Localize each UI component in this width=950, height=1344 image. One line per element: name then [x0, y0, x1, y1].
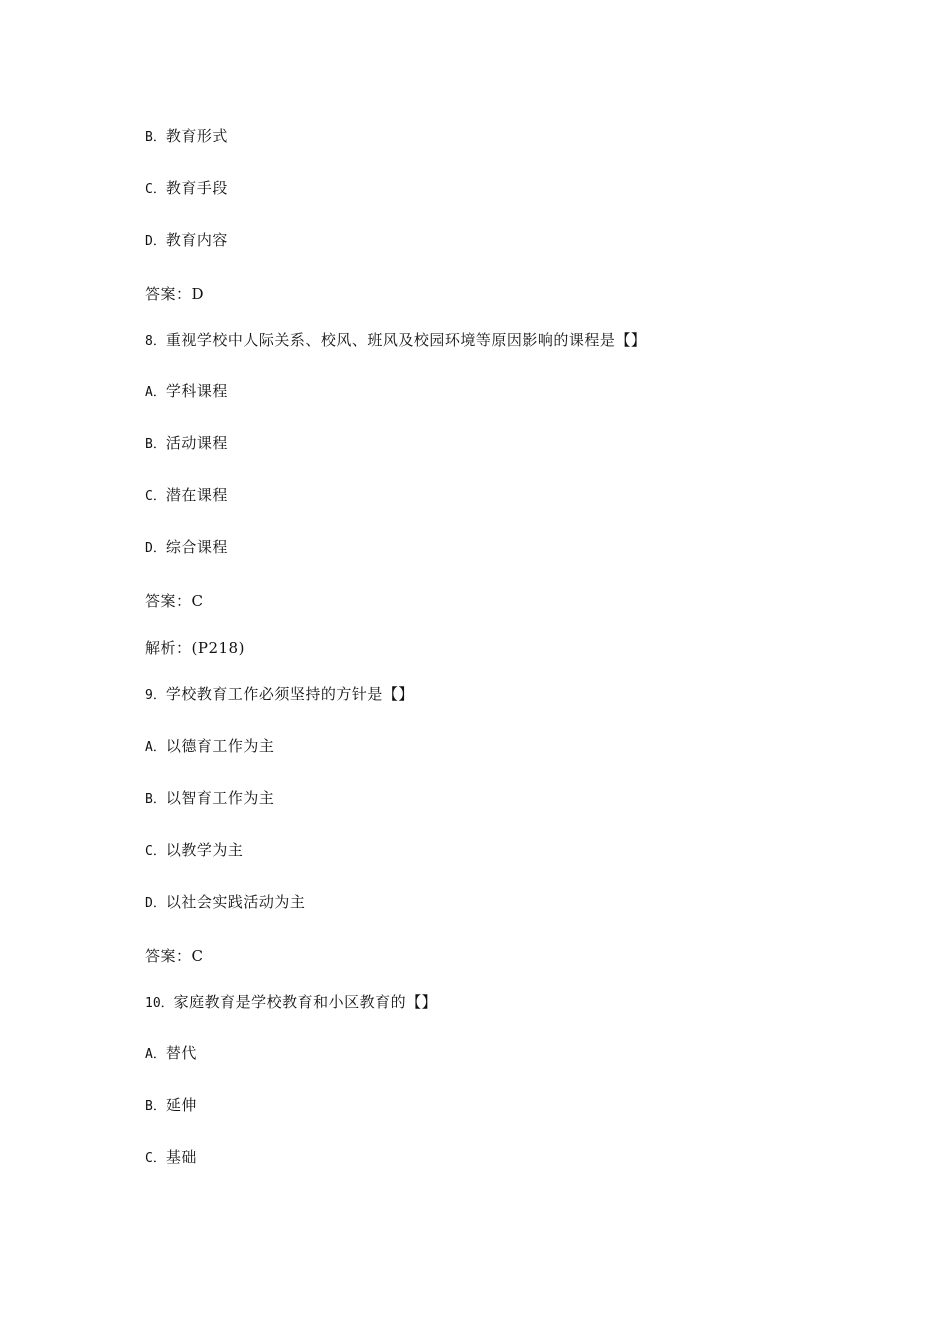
option-line [145, 433, 228, 455]
explanation-line [145, 638, 245, 660]
question-number: 9． [145, 688, 166, 703]
question-text: 重视学校中人际关系、校风、班风及校园环境等原因影响的课程是【】 [165, 331, 647, 349]
option-line [145, 537, 228, 559]
option-line [145, 381, 228, 403]
option-label: D． [145, 541, 166, 556]
question-number: 8． [145, 334, 166, 349]
answer-text: 答案：C [145, 592, 204, 610]
answer-text: 答案：C [145, 947, 204, 965]
explanation-text: 解析：(P218) [145, 639, 245, 657]
option-text: 潜在课程 [165, 486, 228, 504]
option-text: 教育手段 [165, 179, 228, 197]
option-line [145, 1043, 197, 1065]
option-label: B． [145, 1099, 166, 1114]
option-line [145, 1095, 197, 1117]
option-label: B． [145, 792, 166, 807]
answer-line [145, 946, 203, 968]
option-line [145, 840, 243, 862]
answer-line [145, 284, 204, 306]
option-text: 以社会实践活动为主 [165, 893, 306, 911]
option-text: 综合课程 [165, 538, 228, 556]
option-label: A． [145, 1047, 166, 1062]
option-line [145, 126, 228, 148]
question-text: 家庭教育是学校教育和小区教育的【】 [173, 993, 438, 1011]
option-text: 学科课程 [165, 382, 228, 400]
question-line [145, 684, 414, 706]
option-line [145, 736, 274, 758]
option-line [145, 892, 305, 914]
option-label: B． [145, 437, 166, 452]
option-label: C． [145, 182, 166, 197]
option-text: 基础 [165, 1148, 197, 1166]
option-line [145, 230, 228, 252]
answer-line [145, 591, 203, 613]
question-line [145, 992, 437, 1014]
option-text: 以德育工作为主 [165, 737, 275, 755]
option-label: C． [145, 844, 166, 859]
option-text: 替代 [165, 1044, 197, 1062]
option-label: B． [145, 130, 166, 145]
question-line [145, 330, 646, 352]
option-line [145, 788, 274, 810]
option-text: 延伸 [165, 1096, 197, 1114]
answer-text: 答案：D [145, 285, 205, 303]
option-label: D． [145, 896, 166, 911]
option-text: 以智育工作为主 [165, 789, 275, 807]
option-label: C． [145, 489, 166, 504]
question-text: 学校教育工作必须坚持的方针是【】 [165, 685, 414, 703]
option-label: A． [145, 385, 166, 400]
option-text: 活动课程 [165, 434, 228, 452]
option-line [145, 178, 228, 200]
option-line [145, 1147, 197, 1169]
option-text: 教育内容 [165, 231, 228, 249]
question-number: 10． [145, 996, 174, 1011]
option-text: 以教学为主 [165, 841, 244, 859]
option-label: A． [145, 740, 166, 755]
option-label: D． [145, 234, 166, 249]
option-line [145, 485, 228, 507]
option-text: 教育形式 [165, 127, 228, 145]
option-label: C． [145, 1151, 166, 1166]
